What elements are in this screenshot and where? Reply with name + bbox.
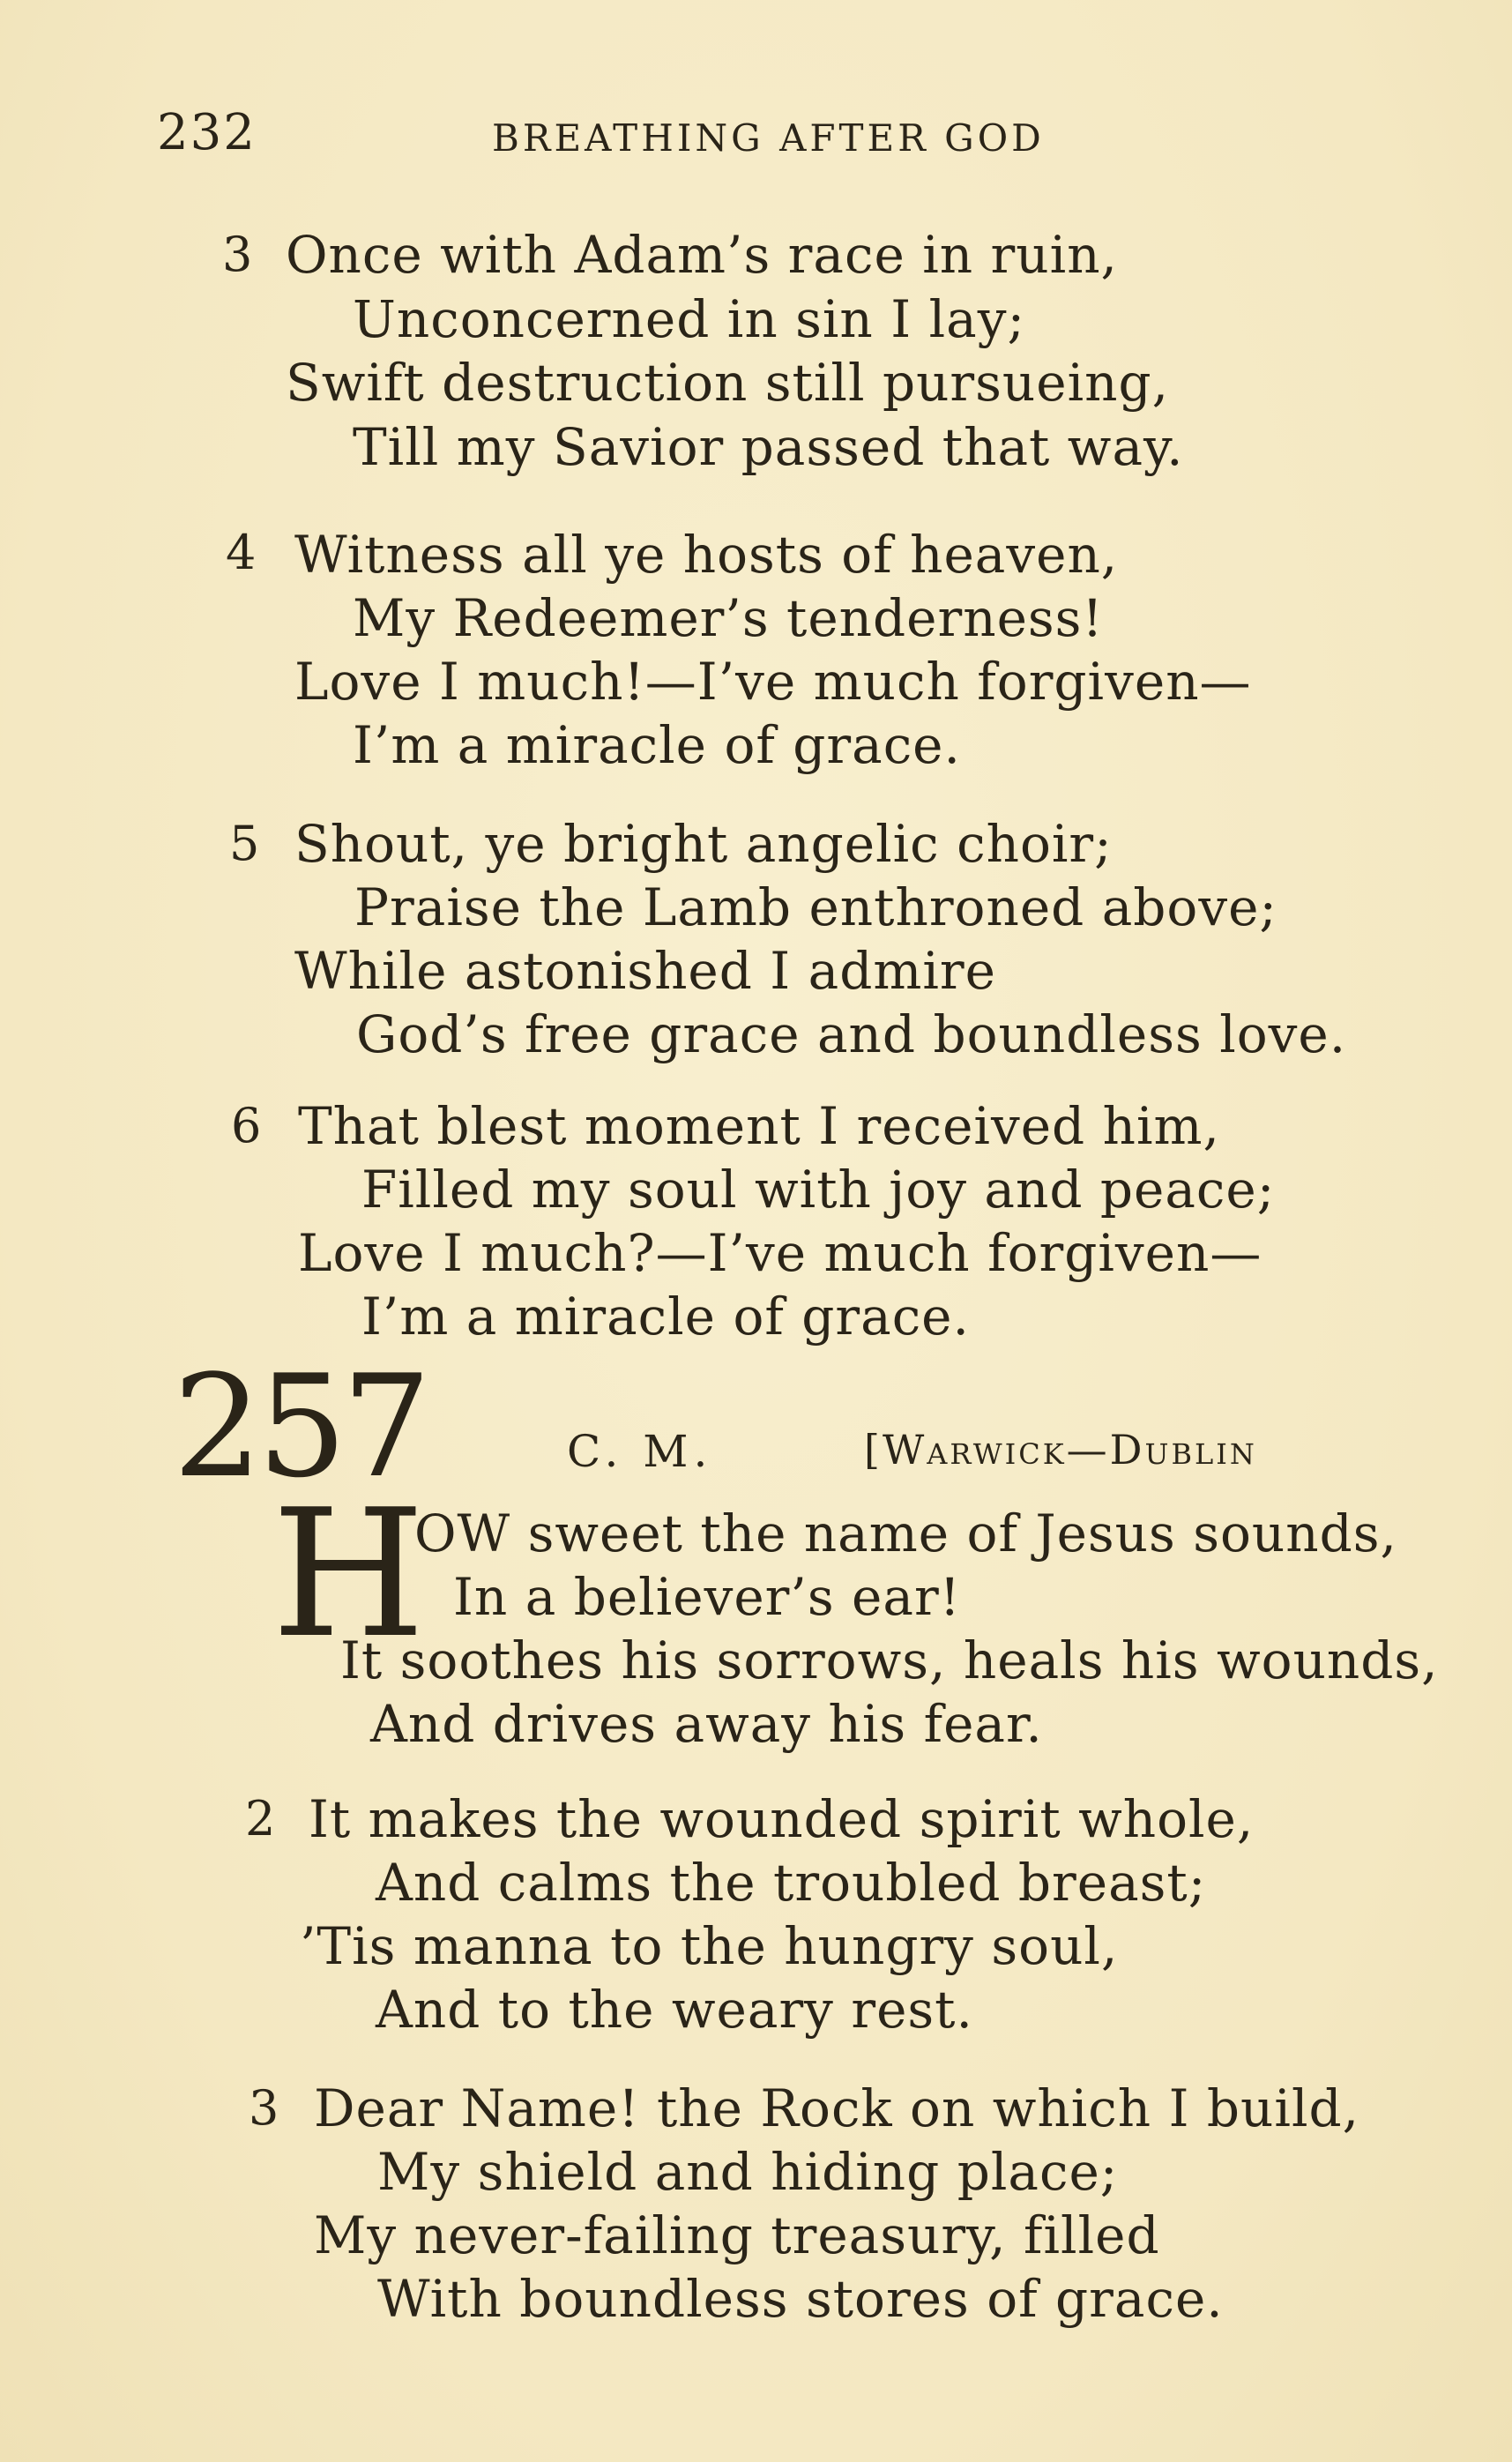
- verse-line: My Redeemer’s tenderness!: [353, 588, 1104, 648]
- verse-line: Shout, ye bright angelic choir;: [294, 814, 1113, 874]
- stanza-number: 3: [249, 2080, 279, 2136]
- verse-line: God’s free grace and boundless love.: [356, 1004, 1347, 1064]
- verse-line: Witness all ye hosts of heaven,: [294, 525, 1119, 585]
- verse-line: Dear Name! the Rock on which I build,: [314, 2078, 1360, 2138]
- drop-cap: H: [272, 1472, 426, 1677]
- verse-line: Love I much!—I’ve much forgiven—: [294, 652, 1252, 712]
- tune-names-text: [Warwick—Dublin: [864, 1426, 1257, 1473]
- verse-line: OW sweet the name of Jesus sounds,: [414, 1503, 1397, 1563]
- page-number: 232: [157, 104, 257, 161]
- verse-line: ’Tis manna to the hungry soul,: [300, 1916, 1119, 1976]
- stanza-number: 3: [222, 227, 253, 282]
- verse-line: My never-failing treasury, filled: [314, 2205, 1160, 2265]
- verse-line: I’m a miracle of grace.: [353, 715, 961, 775]
- verse-line: And drives away his fear.: [370, 1694, 1043, 1754]
- page-header: [157, 104, 1353, 166]
- verse-line: That blest moment I received him,: [298, 1096, 1220, 1156]
- verse-line: And to the weary rest.: [376, 1980, 973, 2040]
- verse-line: Praise the Lamb enthroned above;: [354, 877, 1277, 937]
- verse-line: Love I much?—I’ve much forgiven—: [298, 1223, 1262, 1283]
- hymn-number: 257: [173, 1344, 427, 1509]
- verse-line: Unconcerned in sin I lay;: [353, 289, 1025, 349]
- hymn-meter: C. M.: [567, 1426, 713, 1477]
- verse-line: It soothes his sorrows, heals his wounds,: [340, 1630, 1439, 1690]
- stanza-number: 2: [245, 1791, 276, 1846]
- stanza-number: 6: [231, 1098, 262, 1153]
- verse-line: In a believer’s ear!: [453, 1567, 961, 1627]
- verse-line: It makes the wounded spirit whole,: [309, 1789, 1255, 1849]
- tune-names: [864, 1426, 1257, 1473]
- verse-line: And calms the troubled breast;: [376, 1853, 1207, 1913]
- verse-line: I’m a miracle of grace.: [361, 1287, 970, 1347]
- verse-line: With boundless stores of grace.: [377, 2269, 1224, 2329]
- verse-line: Swift destruction still pursueing,: [286, 353, 1170, 413]
- verse-line: While astonished I admire: [294, 941, 996, 1001]
- stanza-number: 5: [229, 816, 260, 871]
- stanza-number: 4: [226, 525, 257, 580]
- running-title: BREATHING AFTER GOD: [492, 116, 1045, 160]
- verse-line: Once with Adam’s race in ruin,: [286, 225, 1118, 285]
- verse-line: My shield and hiding place;: [377, 2142, 1119, 2202]
- verse-line: Filled my soul with joy and peace;: [361, 1160, 1276, 1220]
- verse-line: Till my Savior passed that way.: [353, 417, 1184, 477]
